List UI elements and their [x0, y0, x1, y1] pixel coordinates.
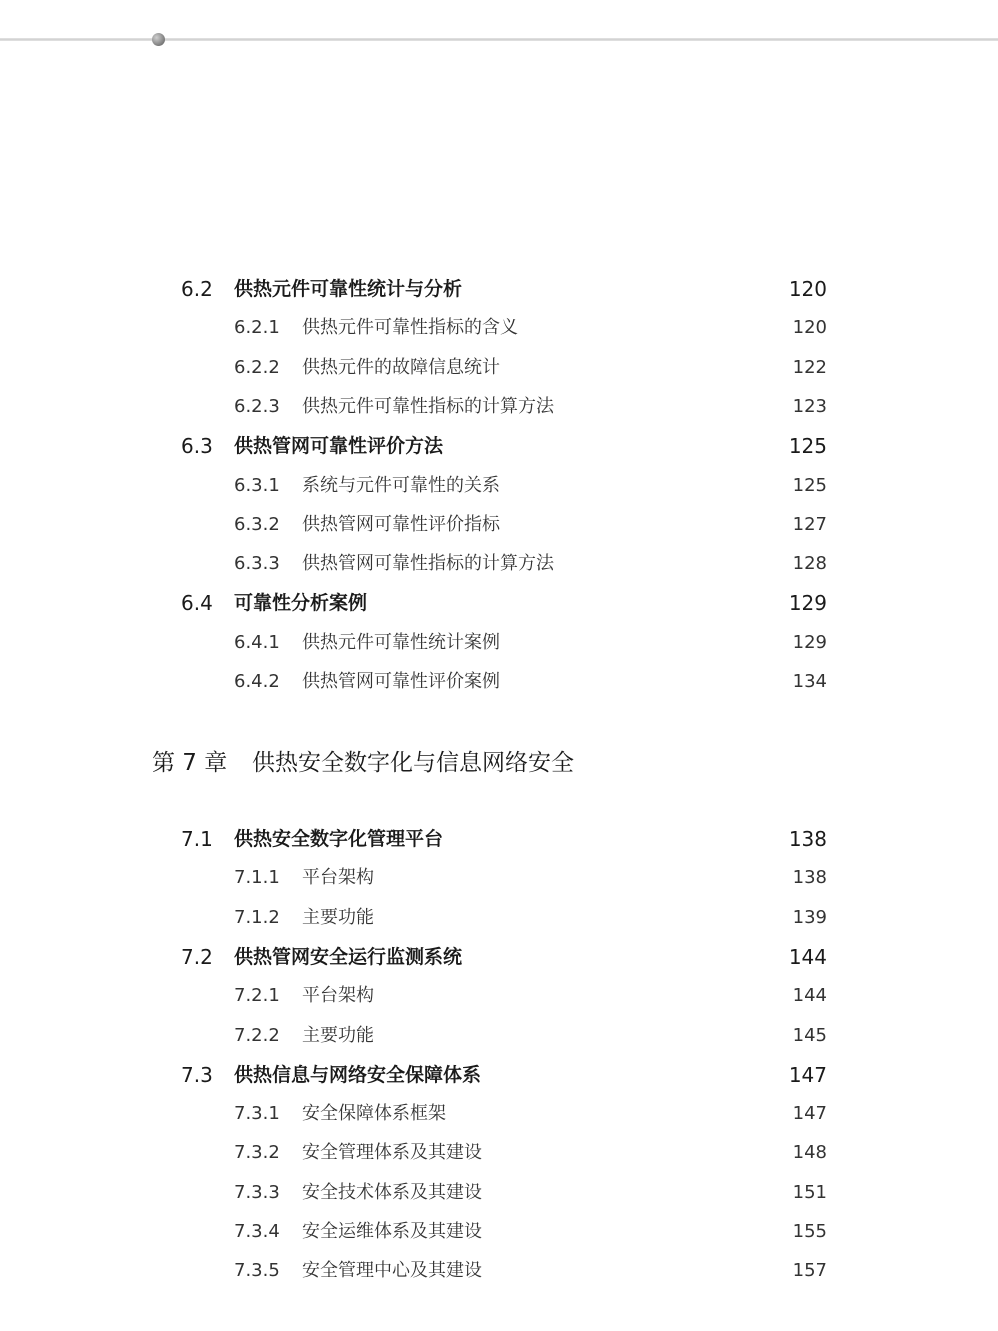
- toc-subsection-row: [0, 863, 998, 893]
- toc-entry-num: 7.2.2: [234, 1024, 280, 1046]
- toc-subsection-row: [0, 1256, 998, 1286]
- toc-entry-num: 7.1.2: [234, 906, 280, 928]
- toc-section-row: [0, 1060, 998, 1090]
- toc-entry-num: 6.3: [181, 434, 213, 459]
- toc-entry-title: 主要功能: [302, 906, 374, 928]
- toc-entry-num: 7.3.2: [234, 1142, 280, 1164]
- toc-entry-title: 可靠性分析案例: [234, 592, 368, 615]
- toc-subsection-row: [0, 903, 998, 933]
- toc-subsection-row: [0, 313, 998, 343]
- toc-subsection-row: [0, 392, 998, 422]
- toc-entry-num: 7.3.5: [234, 1260, 280, 1282]
- toc-entry-title: 平台架构: [302, 867, 374, 889]
- toc-section-row: [0, 431, 998, 461]
- toc-entry-num: 6.4.2: [234, 671, 280, 692]
- toc-entry-title: 主要功能: [302, 1024, 374, 1046]
- toc-entry-num: 6.2.1: [234, 317, 280, 339]
- chapter-title: 供热安全数字化与信息网络安全: [252, 750, 574, 776]
- chapter-label: 第 7 章: [152, 750, 228, 776]
- toc-entry-title: 供热元件可靠性统计与分析: [234, 278, 463, 300]
- toc-entry-page: 120: [788, 277, 827, 301]
- toc-entry-title: 安全技术体系及其建设: [302, 1181, 482, 1203]
- toc-entry-title: 供热安全数字化管理平台: [234, 828, 444, 850]
- toc-entry-page: 147: [788, 1062, 827, 1087]
- toc-entry-title: 供热元件可靠性统计案例: [302, 631, 500, 653]
- toc-entry-title: 安全管理体系及其建设: [302, 1142, 482, 1164]
- toc-entry-title: 供热管网安全运行监测系统: [234, 945, 463, 968]
- toc-entry-title: 供热管网可靠性评价案例: [302, 671, 500, 692]
- toc-entry-page: 128: [792, 553, 827, 575]
- toc-subsection-row: [0, 549, 998, 579]
- toc-subsection-row: [0, 628, 998, 658]
- toc-subsection-row: [0, 1021, 998, 1051]
- toc-entry-num: 7.1: [181, 827, 213, 851]
- toc-entry-page: 144: [792, 985, 827, 1007]
- toc-subsection-row: [0, 981, 998, 1011]
- toc-entry-num: 6.2.3: [234, 395, 280, 417]
- toc-entry-title: 供热管网可靠性指标的计算方法: [302, 553, 554, 575]
- toc-entry-title: 安全运维体系及其建设: [302, 1221, 482, 1242]
- toc-entry-page: 157: [792, 1260, 827, 1282]
- toc-entry-num: 7.1.1: [234, 867, 280, 889]
- toc-entry-num: 6.3.3: [234, 553, 280, 575]
- toc-entry-num: 6.3.1: [234, 474, 280, 496]
- toc-entry-page: 129: [788, 591, 827, 616]
- toc-entry-title: 安全保障体系框架: [302, 1103, 446, 1125]
- toc-subsection-row: [0, 1099, 998, 1129]
- toc-entry-num: 6.4: [181, 591, 213, 616]
- toc-entry-num: 6.4.1: [234, 631, 280, 653]
- toc-entry-page: 125: [792, 474, 827, 496]
- toc-entry-page: 155: [792, 1221, 827, 1242]
- toc-entry-page: 148: [792, 1142, 827, 1164]
- toc-subsection-row: [0, 667, 998, 697]
- toc-entry-num: 7.3: [181, 1062, 213, 1087]
- toc-subsection-row: [0, 353, 998, 383]
- toc-subsection-row: [0, 1138, 998, 1168]
- toc-entry-page: 147: [792, 1103, 827, 1125]
- toc-entry-title: 平台架构: [302, 985, 374, 1007]
- toc-entry-num: 7.2: [181, 944, 213, 969]
- toc-section-row: [0, 942, 998, 972]
- toc-entry-page: 123: [792, 395, 827, 417]
- toc-entry-page: 138: [792, 867, 827, 889]
- toc-entry-page: 127: [792, 513, 827, 535]
- toc-entry-page: 138: [788, 827, 827, 851]
- toc-entry-page: 122: [792, 356, 827, 378]
- toc-entry-num: 6.2.2: [234, 356, 280, 378]
- toc-subsection-row: [0, 510, 998, 540]
- toc-entry-page: 139: [792, 906, 827, 928]
- toc-entry-page: 145: [792, 1024, 827, 1046]
- toc-subsection-row: [0, 471, 998, 501]
- toc-entry-title: 供热管网可靠性评价指标: [302, 513, 500, 535]
- toc-entry-title: 供热元件可靠性指标的计算方法: [302, 395, 554, 417]
- toc-entry-page: 144: [788, 944, 827, 969]
- toc-entry-page: 134: [792, 671, 827, 692]
- toc-entry-title: 供热元件可靠性指标的含义: [302, 317, 518, 339]
- toc-entry-num: 6.2: [181, 277, 213, 301]
- toc-entry-title: 供热管网可靠性评价方法: [234, 435, 444, 458]
- toc-section-row: [0, 588, 998, 618]
- toc-subsection-row: [0, 1217, 998, 1247]
- toc-entry-num: 6.3.2: [234, 513, 280, 535]
- toc-entry-title: 供热元件的故障信息统计: [302, 356, 500, 378]
- toc-section-row: [0, 824, 998, 854]
- toc-entry-num: 7.3.1: [234, 1103, 280, 1125]
- toc-entry-num: 7.3.3: [234, 1181, 280, 1203]
- toc-entry-title: 安全管理中心及其建设: [302, 1260, 482, 1282]
- toc-section-row: [0, 274, 998, 304]
- toc-entry-title: 系统与元件可靠性的关系: [302, 474, 500, 496]
- toc-entry-title: 供热信息与网络安全保障体系: [234, 1063, 482, 1086]
- toc-entry-page: 125: [788, 434, 827, 459]
- toc-entry-num: 7.3.4: [234, 1221, 280, 1242]
- toc-entry-page: 129: [792, 631, 827, 653]
- toc-entry-num: 7.2.1: [234, 985, 280, 1007]
- toc-subsection-row: [0, 1178, 998, 1208]
- toc-entry-page: 120: [792, 317, 827, 339]
- toc-entry-page: 151: [792, 1181, 827, 1203]
